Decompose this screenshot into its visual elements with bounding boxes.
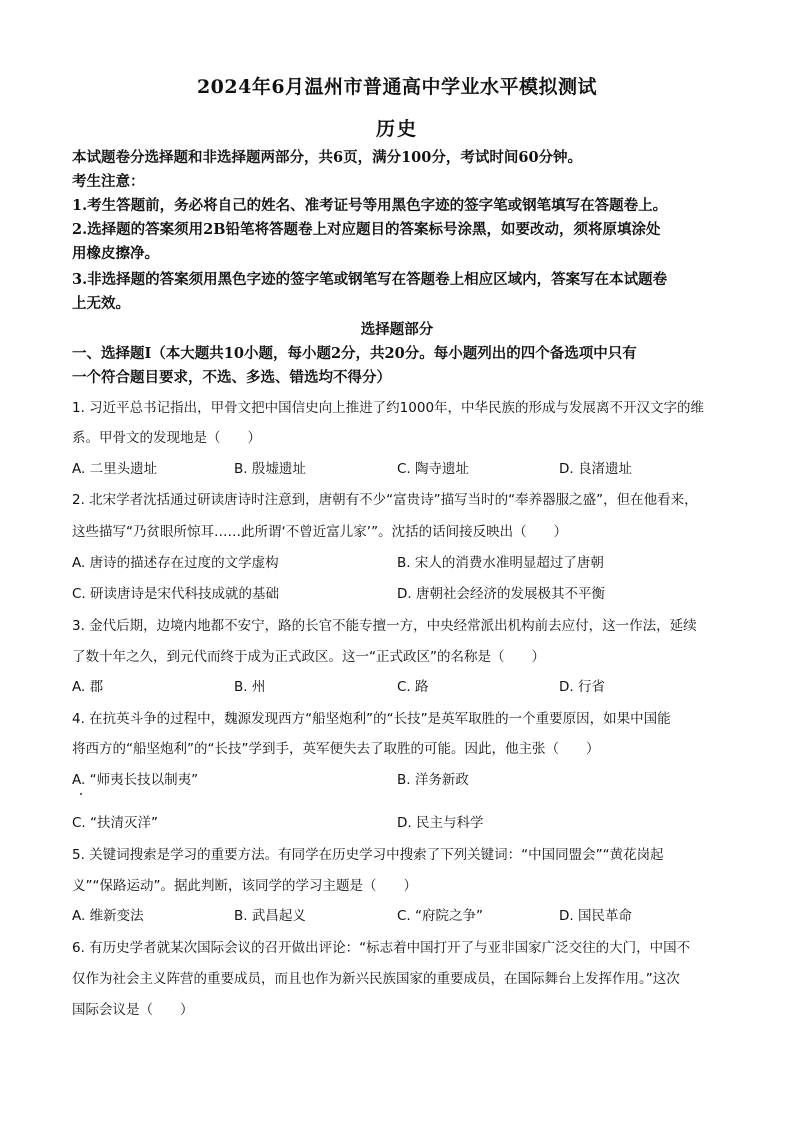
notice-heading: 考生注意： [72, 173, 145, 190]
question-1-line-2: 系。甲骨文的发现地是（ ） [72, 430, 261, 446]
question-6-line-3: 国际会议是（ ） [72, 1002, 194, 1018]
question-5-line-2: 义”“保路运动”。据此判断，该同学的学习主题是（ ） [72, 878, 417, 894]
question-2-line-2: 这些描写“乃贫眼所惊耳……此所谓‘不曾近富儿家’”。沈括的话间接反映出（ ） [72, 524, 568, 540]
question-1-option-a: A. 二里头遗址 [72, 461, 158, 477]
part-heading-line-1: 一、选择题Ⅰ（本大题共10小题，每小题2分，共20分。每小题列出的四个备选项中只有 [72, 345, 637, 362]
exam-intro: 本试题卷分选择题和非选择题两部分，共6页，满分100分，考试时间60分钟。 [72, 149, 583, 166]
question-2-option-c: C. 研读唐诗是宋代科技成就的基础 [72, 586, 280, 602]
notice-item-2-line-1: 2.选择题的答案须用2B铅笔将答题卷上对应题目的答案标号涂黑，如要改动，须将原填涂处 [72, 221, 661, 238]
question-5-option-b: B. 武昌起义 [234, 908, 306, 924]
question-3-option-a: A. 郡 [72, 679, 104, 695]
question-3-option-d: D. 行省 [559, 679, 605, 695]
question-4-option-b: B. 洋务新政 [397, 772, 469, 788]
question-4-line-2: 将西方的“船坚炮利”的“长技”学到手，英军便失去了取胜的可能。因此，他主张（ ） [72, 741, 600, 757]
question-1-line-1: 1. 习近平总书记指出，甲骨文把中国信史向上推进了约1000年，中华民族的形成与发展离不开汉文字的维 [72, 400, 705, 416]
notice-item-3-line-1: 3.非选择题的答案须用黑色字迹的签字笔或钢笔写在答题卷上相应区域内，答案写在本试题卷 [72, 271, 668, 288]
question-1-option-b: B. 殷墟遗址 [234, 461, 306, 477]
question-3-option-c: C. 路 [397, 679, 429, 695]
subject-title: 历史 [375, 118, 418, 140]
question-2-option-b: B. 宋人的消费水准明显超过了唐朝 [397, 555, 604, 571]
question-2-option-d: D. 唐朝社会经济的发展极其不平衡 [397, 586, 605, 602]
question-3-line-2: 了数十年之久，到元代而终于成为正式政区。这一“正式政区”的名称是（ ） [72, 649, 545, 665]
question-6-line-1: 6. 有历史学者就某次国际会议的召开做出评论：“标志着中国打开了与亚非国家广泛交往的大门，中国不 [72, 940, 691, 956]
question-4-option-a: A. “师夷长技以制夷” [72, 772, 199, 788]
notice-item-3-line-2: 上无效。 [72, 295, 130, 312]
notice-item-2-line-2: 用橡皮擦净。 [72, 245, 159, 262]
question-1-option-c: C. 陶寺遗址 [397, 461, 470, 477]
section-title: 选择题部分 [360, 321, 434, 338]
question-1-option-d: D. 良渚遗址 [559, 461, 632, 477]
question-2-line-1: 2. 北宋学者沈括通过研读唐诗时注意到，唐朝有不少“富贵诗”描写当时的“奉养器服之盛”，但在他看来， [72, 492, 698, 508]
question-4-option-d: D. 民主与科学 [397, 815, 484, 831]
question-5-option-c: C. “府院之争” [397, 908, 483, 924]
question-3-option-b: B. 州 [234, 679, 266, 695]
notice-item-1: 1.考生答题前，务必将自己的姓名、准考证号等用黑色字迹的签字笔或钢笔填写在答题卷上。 [72, 197, 668, 214]
exam-title: 2024年6月温州市普通高中学业水平模拟测试 [196, 76, 598, 98]
question-2-option-a: A. 唐诗的描述存在过度的文学虚构 [72, 555, 279, 571]
question-5-option-a: A. 维新变法 [72, 908, 144, 924]
question-4-line-1: 4. 在抗英斗争的过程中，魏源发现西方“船坚炮利”的“长技”是英军取胜的一个重要原因，如果中国能 [72, 711, 671, 727]
question-3-line-1: 3. 金代后期，边境内地都不安宁，路的长官不能专擅一方，中央经常派出机构前去应付，这一作法，延续 [72, 618, 697, 634]
stray-mark [80, 793, 82, 795]
part-heading-line-2: 一个符合题目要求，不选、多选、错选均不得分） [72, 369, 391, 386]
question-6-line-2: 仅作为社会主义阵营的重要成员，而且也作为新兴民族国家的重要成员，在国际舞台上发挥作用。”这次 [72, 971, 680, 987]
question-5-option-d: D. 国民革命 [559, 908, 632, 924]
question-5-line-1: 5. 关键词搜索是学习的重要方法。有同学在历史学习中搜索了下列关键词：“中国同盟会”“黄花岗起 [72, 847, 664, 863]
question-4-option-c: C. “扶清灭洋” [72, 815, 158, 831]
